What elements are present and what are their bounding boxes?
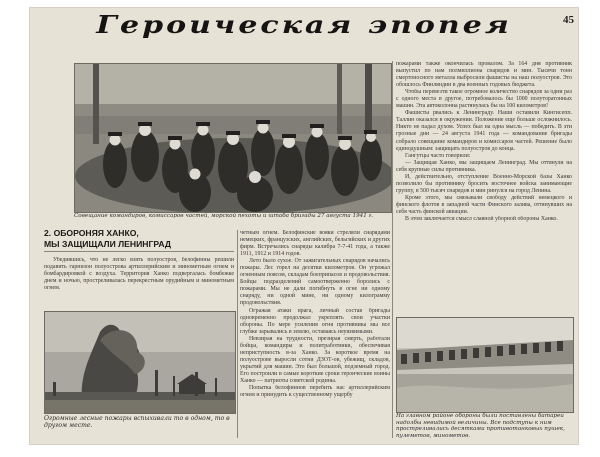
shore-photo [396, 317, 574, 413]
section-title-line2: МЫ ЗАЩИЩАЛИ ЛЕНИНГРАД [44, 238, 171, 249]
commanders-photo-caption: Совещание командиров, комиссаров частей, морской пехоты и штаба бригады 27 августа 1941 г. [74, 213, 374, 219]
col3-paragraph: Кроме этого, мы связывали свободу действий немецкого и финского флотов в западной части Финского залива, оттянувших на себя часть финской авиации. [396, 194, 572, 215]
col3-paragraph: Чтобы перевезти такое огромное количество снарядов за одни раз с одного места в другое, потребовалось бы 1000 полуторатонных машин. Эта автоколонна растянулась бы на 100 километров! [396, 89, 572, 110]
photo-of-forest-fire [45, 312, 235, 413]
section-heading [44, 228, 234, 249]
col3-paragraph: И, действительно, отступление Военно-Морской базы Ханко позволило бы противнику бросить восточнее войска занимающие группу, в 500 тысяч снарядов и мин ринулся на город Ленина. [396, 173, 572, 194]
column-divider [237, 230, 238, 438]
section-underline [44, 251, 234, 252]
photo-of-shore-fortifications [397, 318, 573, 412]
col3-paragraph: Фашисты рвались к Ленинграду. Наши оставили Кингисепп. Таллин оказался в окружении. Положение еще больше осложнилось. Никто не падал духом. Успех был на одна мысль — победить. В эти грозные дни — 24 августа 1941 года — командование бригады собрало совещание командиров и комиссаров частей. Решение было единодушным: защищать полуостров до конца. [396, 110, 572, 152]
col3-paragraph: В этом заключается смысл славной уборной обороны Ханко. [405, 216, 558, 223]
col2-paragraph: Невзирая на трудности, презирая смерть, работали бойцы, командиры и политработники, обеспечивая неприступность в-за Ханко. За короткое время на полуострове выросли сотни ДЗОТ-ов, убежищ, складов, укрытий для машин. Это был большой, подземный город. Его построили в самые короткие сроки героические воины Ханко — патриоты советской родины. [240, 335, 390, 384]
fire-photo [44, 311, 236, 414]
fire-photo-caption: Огромные лесные пожары вспыхивали то в одном, то в другом месте. [44, 415, 230, 430]
col2-paragraph: четным огнем. Белофинские вояки стреляли снарядами немецких, французских, английских, бельгийских и других фирм. Встречались снаряды калибра 7-7-41 года, а также 1911, 1912 и 1914 годов. [240, 230, 390, 258]
headline: Героическая эпопея [96, 11, 512, 40]
col3-paragraph: — Защищая Ханко, мы защищаем Ленинград. Мы оттянули на себя крупные силы противника. [396, 159, 572, 173]
article-col3 [396, 61, 572, 313]
col2-paragraph: Лето было сухое. От зажигательных снарядов начались пожары. Лес горел на десятки километров. Он угрожал огненным поясом, складам боеприпасов и продовольствия. Бойцы подразделений самоотверженно боролись с пожарами. Мы не дали погибнуть в огне ни одному снаряду, ни одной мине, ни одному килограмму продовольствия. [240, 258, 390, 307]
article-col1: Убедившись, что не легко взять полуостров, белофинны решили подавить гарнизон полуострова артиллерийским и минометным огнем и бомбардировкой с воздуха. Территория Ханко подвергалась бомбежке днем и ночью, простреливалась перекрестным орудийным и минометным огнем. [44, 257, 234, 292]
col2-paragraph: Огражая атаки врага, личный состав бригады одновременно продолжал укреплять свои участки обороны. По мере усиления огня противника мы все глубже зарывались в землю, оставаясь неуязвимыми. [240, 307, 390, 335]
col2-paragraph: Попытка белофиннов перебить нас артиллерийским огнем и принудить к существенному ущербу [240, 385, 390, 399]
section-number: 2. [44, 228, 52, 238]
col3-paragraph: пожарами также окончилась провалом. За 164 дня противник выпустил по нам полмиллиона снарядов и мин. Тысячи тонн смертоносного металла выбросили фашисты на наш полуостров. Это обошлось Финляндии в два военных годовых бюджета. [396, 61, 572, 89]
page-number: 45 [563, 14, 574, 26]
section-title-line1: ОБОРОНЯЯ ХАНКО, [53, 228, 139, 238]
photo-of-commanders-meeting [75, 64, 391, 212]
commanders-photo [74, 63, 392, 213]
article-col2 [240, 230, 390, 438]
newspaper-page [30, 8, 578, 444]
column-divider [392, 61, 393, 438]
col3-paragraph: Гангутцы часто говорили: [405, 152, 471, 159]
shore-photo-caption: На главном районе обороны были поставлены батареи надолбы невидимой величины. Все подступы к ним простреливались десятками противотанковых пушек, пулеметов, минометов. [396, 413, 565, 439]
